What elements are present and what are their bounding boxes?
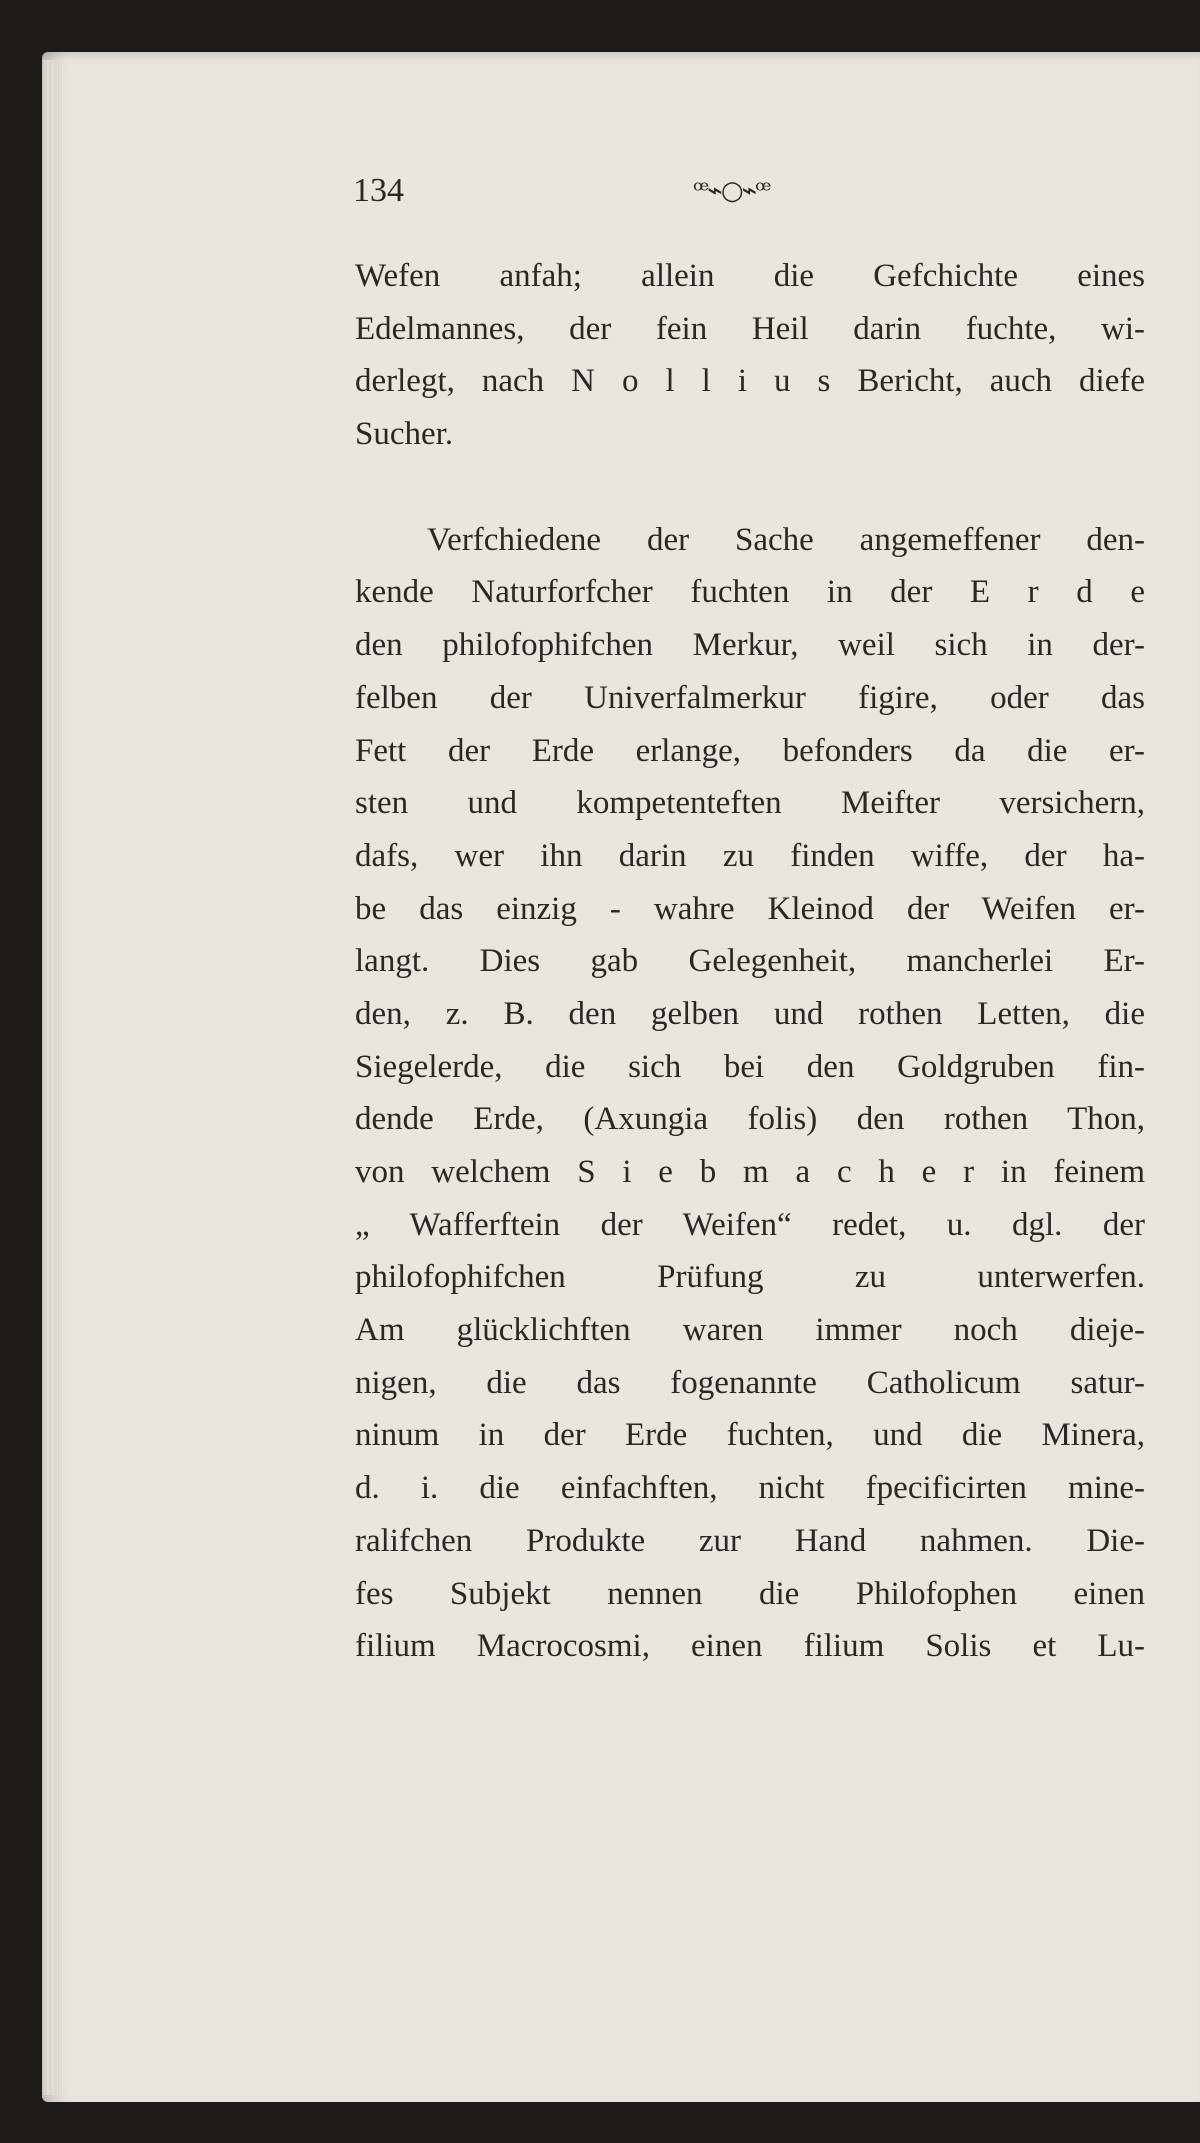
text-line: nigen, die das fogenannte Catholicum satur- <box>355 1364 1145 1401</box>
text-line: dafs, wer ihn darin zu finden wiffe, der ha- <box>355 837 1145 874</box>
text-line: philofophifchen Prüfung zu unterwerfen. <box>355 1259 1145 1296</box>
text-line: Am glücklichften waren immer noch dieje- <box>355 1312 1145 1349</box>
paragraph-gap <box>355 461 1145 514</box>
text-line: von welchem S i e b m a c h e r in feinem <box>355 1154 1145 1190</box>
text-line: felben der Univerfalmerkur figire, oder das <box>355 679 1145 716</box>
text-line: Edelmannes, der fein Heil darin fuchte, wi- <box>355 310 1145 347</box>
text-line: dende Erde, (Axungia folis) den rothen Thon, <box>355 1101 1145 1138</box>
text-line: Sucher. <box>355 416 454 453</box>
text-line: langt. Dies gab Gelegenheit, mancherlei Er- <box>355 943 1145 980</box>
text-line: Verfchiedene der Sache angemeffener den- <box>427 521 1145 558</box>
text-line: ninum in der Erde fuchten, und die Minera, <box>355 1417 1145 1454</box>
header-ornament-icon: ꟹ⌁○⌁ꟹ <box>693 176 770 206</box>
text-line: ralifchen Produkte zur Hand nahmen. Die- <box>355 1522 1145 1559</box>
text-line: kende Naturforfcher fuchten in der E r d e <box>355 574 1145 611</box>
page-number: 134 <box>353 172 404 209</box>
text-line: Siegelerde, die sich bei den Goldgruben fin- <box>355 1048 1145 1085</box>
text-line: derlegt, nach N o l l i u s Bericht, auch diefe <box>355 363 1145 400</box>
text-line: be das einzig - wahre Kleinod der Weifen er- <box>355 890 1145 927</box>
text-line: Fett der Erde erlange, befonders da die er- <box>355 732 1145 769</box>
text-line: sten und kompetenteften Meifter versichern, <box>355 785 1145 822</box>
text-line: „ Wafferftein der Weifen“ redet, u. dgl. der <box>355 1206 1145 1243</box>
text-line: Wefen anfah; allein die Gefchichte eines <box>355 258 1145 294</box>
page-header <box>353 172 1153 222</box>
page-edge-shadow <box>42 60 59 2095</box>
body-text <box>355 250 1145 1673</box>
text-line: d. i. die einfachften, nicht fpecificirten mine- <box>355 1470 1145 1507</box>
text-line: den philofophifchen Merkur, weil sich in der- <box>355 627 1145 664</box>
text-line: den, z. B. den gelben und rothen Letten, die <box>355 995 1145 1032</box>
text-line: filium Macrocosmi, einen filium Solis et Lu- <box>355 1628 1145 1665</box>
text-line: fes Subjekt nennen die Philofophen einen <box>355 1575 1145 1612</box>
